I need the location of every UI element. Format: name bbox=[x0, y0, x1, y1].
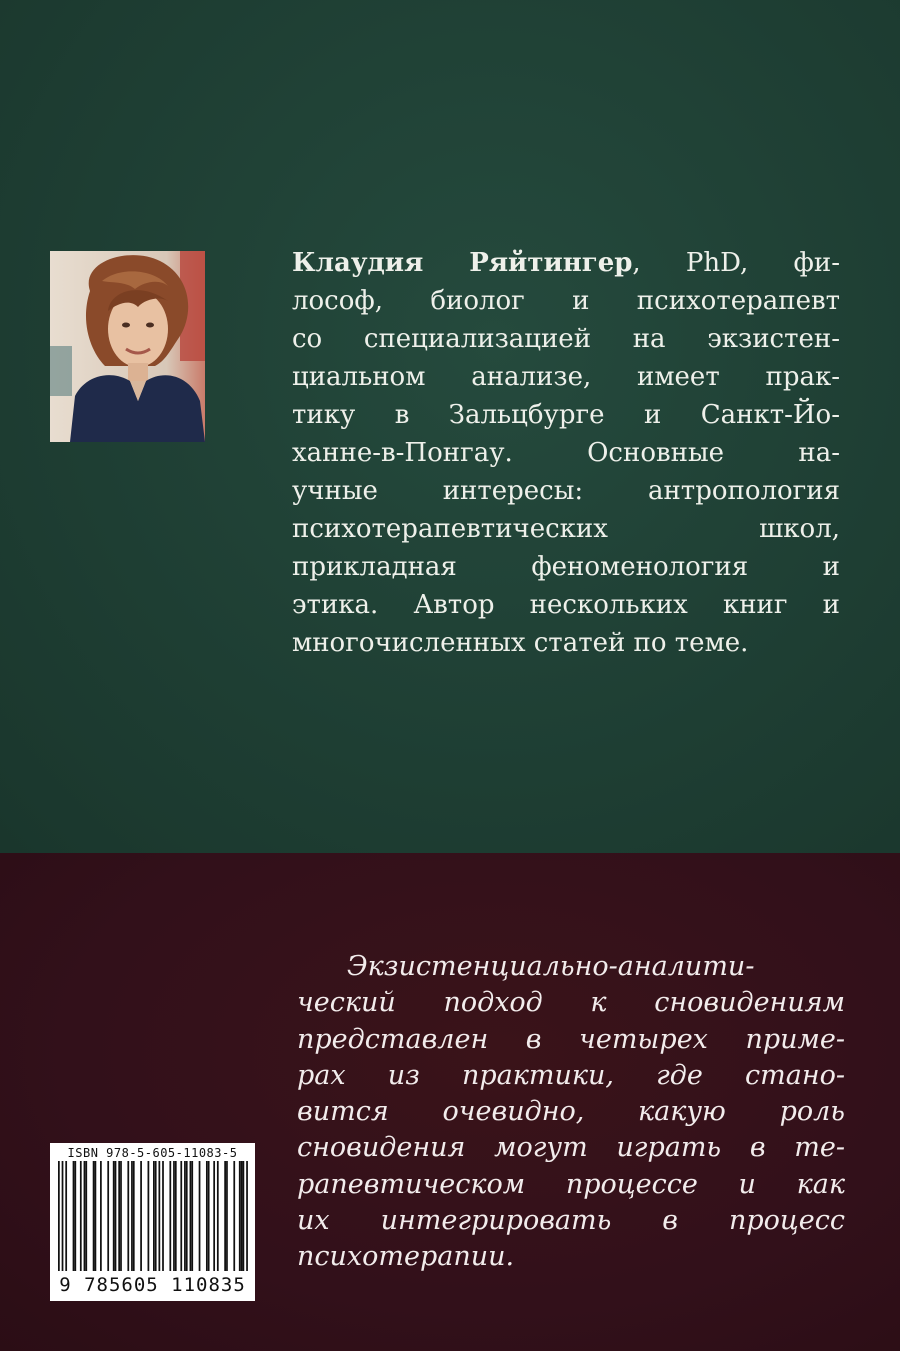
barcode-bar bbox=[65, 1161, 67, 1271]
barcode-bar bbox=[190, 1161, 192, 1271]
barcode-bar bbox=[84, 1161, 86, 1271]
isbn-barcode bbox=[50, 1143, 255, 1301]
barcode-bar bbox=[175, 1161, 177, 1271]
barcode-bar bbox=[62, 1161, 64, 1271]
isbn-label: ISBN 978-5-605-11083-5 bbox=[67, 1146, 238, 1160]
barcode-bar bbox=[206, 1161, 208, 1271]
barcode-bar bbox=[100, 1161, 102, 1271]
barcode-bar bbox=[241, 1161, 243, 1271]
barcode-bar bbox=[85, 1161, 87, 1271]
barcode-bar bbox=[148, 1161, 150, 1271]
blurb-line-3: представлен в четырех приме- bbox=[297, 1023, 845, 1055]
barcode-bar bbox=[158, 1161, 160, 1271]
barcode-bar bbox=[118, 1161, 120, 1271]
blurb-line-1: Экзистенциально-аналити- bbox=[347, 951, 755, 982]
bio-line-11: многочисленных статей по теме. bbox=[292, 628, 749, 658]
author-photo bbox=[50, 251, 205, 442]
barcode-bar bbox=[224, 1161, 226, 1271]
barcode-bar bbox=[208, 1161, 210, 1271]
barcode-bar bbox=[246, 1161, 248, 1271]
blurb-line-7: рапевтическом процессе и как bbox=[297, 1168, 845, 1200]
barcode-bar bbox=[95, 1161, 97, 1271]
barcode-bar bbox=[73, 1161, 75, 1271]
bio-line-3: со специализацией на экзистен- bbox=[292, 324, 840, 354]
barcode-bar bbox=[186, 1161, 188, 1271]
author-bio bbox=[292, 244, 840, 662]
barcode-bar bbox=[184, 1161, 186, 1271]
book-blurb bbox=[297, 949, 845, 1276]
author-name: Клаудия Ряйтингер bbox=[292, 248, 633, 278]
barcode-bar bbox=[140, 1161, 142, 1271]
blurb-line-2: ческий подход к сновидениям bbox=[297, 987, 845, 1019]
barcode-bar bbox=[74, 1161, 76, 1271]
bio-line-7: учные интересы: антропология bbox=[292, 476, 840, 506]
barcode-bar bbox=[239, 1161, 241, 1271]
barcode-bar bbox=[213, 1161, 215, 1271]
barcode-bar bbox=[153, 1161, 155, 1271]
barcode-bar bbox=[155, 1161, 157, 1271]
barcode-bar bbox=[93, 1161, 95, 1271]
bio-line-10: этика. Автор нескольких книг и bbox=[292, 590, 840, 620]
barcode-bar bbox=[233, 1161, 235, 1271]
blurb-line-6: сновидения могут играть в те- bbox=[297, 1132, 845, 1164]
barcode-bar bbox=[120, 1161, 122, 1271]
barcode-bar bbox=[113, 1161, 115, 1271]
bio-line-1: Клаудия Ряйтингер, PhD, фи- bbox=[292, 248, 840, 278]
barcode-bar bbox=[199, 1161, 201, 1271]
ean-digits: 9 785605 110835 bbox=[59, 1274, 246, 1296]
barcode-bar bbox=[191, 1161, 193, 1271]
bio-line-5: тику в Зальцбурге и Санкт-Йо- bbox=[292, 400, 840, 430]
barcode-bars bbox=[58, 1161, 248, 1271]
bio-line-8: психотерапевтических школ, bbox=[292, 514, 840, 544]
blurb-line-4: рах из практики, где стано- bbox=[297, 1059, 845, 1091]
bio-line-2: лософ, биолог и психотерапевт bbox=[292, 286, 840, 316]
barcode-bar bbox=[169, 1161, 171, 1271]
barcode-bar bbox=[80, 1161, 82, 1271]
blurb-line-5: вится очевидно, какую роль bbox=[297, 1096, 845, 1128]
barcode-bar bbox=[162, 1161, 164, 1271]
barcode-bar bbox=[58, 1161, 60, 1271]
blurb-line-8: их интегрировать в процесс bbox=[297, 1205, 845, 1237]
bio-line-4: циальном анализе, имеет прак- bbox=[292, 362, 840, 392]
barcode-bar bbox=[226, 1161, 228, 1271]
bio-line-6: ханне-в-Понгау. Основные на- bbox=[292, 438, 840, 468]
barcode-bar bbox=[217, 1161, 219, 1271]
barcode-bar bbox=[173, 1161, 175, 1271]
barcode-bar bbox=[131, 1161, 133, 1271]
barcode-bar bbox=[243, 1161, 245, 1271]
barcode-bar bbox=[180, 1161, 182, 1271]
blurb-line-9: психотерапии. bbox=[297, 1241, 515, 1273]
barcode-bar bbox=[133, 1161, 135, 1271]
barcode-bar bbox=[127, 1161, 129, 1271]
bio-line-9: прикладная феноменология и bbox=[292, 552, 840, 582]
barcode-bar bbox=[107, 1161, 109, 1271]
barcode-bar bbox=[115, 1161, 117, 1271]
